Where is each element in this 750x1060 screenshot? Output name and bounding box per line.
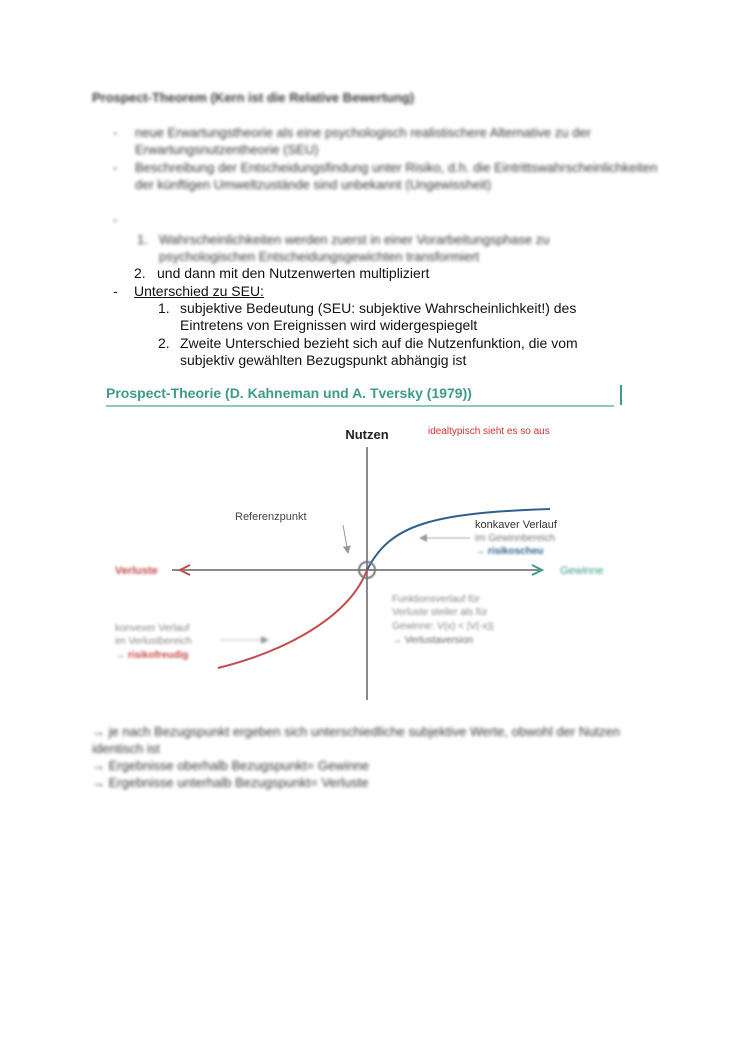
funktion-line-3: Gewinne: V(x) < |V(-x)| [392, 621, 494, 632]
konkav-blurred-lines [475, 533, 555, 557]
bullet-text: Beschreibung der Entscheidungsfindung unter Risiko, d.h. die Eintrittswahrscheinlichkeiten der künftigen Umweltzustände sind unbekannt (Ungewissheit) [135, 160, 658, 192]
bullet-dash: - [113, 160, 118, 175]
konvex-line-1: konvexer Verlauf [115, 623, 190, 634]
konkav-line-3: → risikoscheu [475, 546, 544, 557]
conclusion [92, 723, 672, 791]
unterschied-1-line1: subjektive Bedeutung (SEU: subjektive Wahrscheinlichkeit!) des [180, 300, 577, 316]
section-underline [106, 405, 614, 407]
page-heading: Prospect-Theorem (Kern ist die Relative Bewertung) [92, 90, 415, 105]
unterschied-title: Unterschied zu SEU: [134, 283, 264, 299]
unterschied-2-line1: Zweite Unterschied bezieht sich auf die Nutzenfunktion, die vom [180, 335, 578, 351]
verluste-label: Verluste [115, 565, 158, 577]
gewinne-label: Gewinne [560, 565, 604, 577]
funktion-line-1: Funktionsverlauf für [392, 594, 480, 605]
sub-item-2-number: 2. [134, 265, 146, 281]
annotation-red: idealtypisch sieht es so aus [428, 426, 550, 437]
referenzpunkt-pointer [343, 525, 348, 553]
sub-item-2-text: und dann mit den Nutzenwerten multipliziert [157, 265, 430, 281]
konvex-line-2: im Verlustbereich [115, 636, 192, 647]
conclusion-line-2: → Ergebnisse oberhalb Bezugspunkt= Gewinne [92, 758, 370, 773]
unterschied-1-line2: Eintretens von Ereignissen wird widergespiegelt [180, 317, 478, 333]
bullet-text: neue Erwartungstheorie als eine psychologisch realistischere Alternative zu der Erwartungsnutzentheorie (SEU) [135, 125, 591, 157]
unterschied-2-line2: subjektiv gewählten Bezugspunkt abhängig ist [180, 352, 467, 368]
unterschied-2-number: 2. [158, 335, 170, 351]
bullet-dash: - [113, 212, 118, 227]
funktion-line-2: Verluste steiler als für [392, 607, 488, 618]
unterschied-1-number: 1. [158, 300, 170, 316]
conclusion-line-3: → Ergebnisse unterhalb Bezugspunkt= Verluste [92, 775, 369, 790]
y-axis-label: Nutzen [345, 427, 389, 442]
section-side-bar [620, 385, 622, 405]
loss-curve [218, 570, 367, 668]
bullet-dash: - [113, 125, 118, 140]
prospect-chart [100, 415, 640, 715]
sub-item-text: Wahrscheinlichkeiten werden zuerst in einer Vorarbeitungsphase zu psychologischen Entscheidungsgewichten transformiert [159, 232, 550, 264]
referenzpunkt-label: Referenzpunkt [235, 511, 307, 523]
conclusion-line-1: → je nach Bezugspunkt ergeben sich unterschiedliche subjektive Werte, obwohl der Nutzen identisch ist [92, 724, 621, 756]
funktion-blurred-lines [392, 594, 494, 646]
funktion-line-4: → Verlustaversion [392, 635, 474, 646]
sub-item-number: 1. [137, 232, 148, 247]
unterschied-dash: - [113, 283, 118, 299]
konvex-blurred-lines [115, 623, 268, 661]
konvex-line-3: → risikofreudig [115, 650, 189, 661]
konkav-line-1: konkaver Verlauf [475, 519, 557, 531]
section-title: Prospect-Theorie (D. Kahneman und A. Tversky (1979)) [106, 385, 472, 401]
konkav-line-2: im Gewinnbereich [475, 533, 556, 544]
